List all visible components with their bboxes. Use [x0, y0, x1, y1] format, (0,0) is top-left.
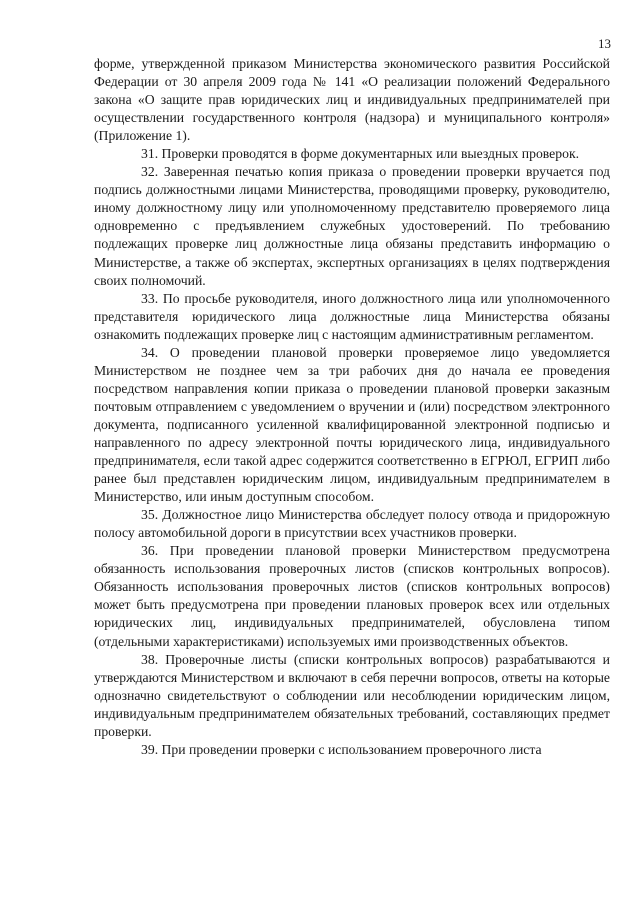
paragraph: 31. Проверки проводятся в форме документарных или выездных проверок. — [141, 146, 580, 162]
paragraph: 35. Должностное лицо Министерства обследует полосу отвода и придорожную полосу автомобильной дороги в присутствии всех участников проверки. — [94, 507, 610, 541]
paragraph: 33. По просьбе руководителя, иного должностного лица или уполномоченного представителя юридического лица должностные лица Министерства обязаны ознакомить подлежащих проверке лиц с настоящим административным регламентом. — [94, 290, 610, 342]
paragraph: 39. При проведении проверки с использованием проверочного листа — [141, 741, 542, 757]
paragraph: 34. О проведении плановой проверки проверяемое лицо уведомляется Министерством не позднее чем за три рабочих дня до начала ее проведения посредством направления копии приказа о проведении плановой проверки заказным почтовым отправлением с уведомлением о вручении и (или) посредством электронного документа, подписанного усиленной квалифицированной электронной подписью и направленного по адресу электронной почты юридического лица, индивидуального предпринимателя, если такой адрес содержится соответственно в ЕГРЮЛ, ЕГРИП либо ранее был представлен юридическим лицом, индивидуальным предпринимателем в Министерство, или иным доступным способом. — [94, 344, 610, 505]
paragraph: 32. Заверенная печатью копия приказа о проведении проверки вручается под подпись должностными лицами Министерства, проводящими проверку, руководителю, иному должностному лицу или уполномоченному представителю проверяемого лица одновременно с предъявлением служебных удостоверений. По требованию подлежащих проверке лиц должностные лица обязаны представить информацию о Министерстве, а также об экспертах, экспертных организациях в целях подтверждения своих полномочий. — [94, 164, 610, 288]
document-body — [94, 55, 610, 759]
page-number: 13 — [598, 36, 611, 51]
paragraph: 38. Проверочные листы (списки контрольных вопросов) разрабатываются и утверждаются Министерством и включают в себя перечни вопросов, ответы на которые однозначно свидетельствуют о соблюдении или несоблюдении юридическим лицом, индивидуальным предпринимателем обязательных требований, составляющих предмет проверки. — [94, 651, 610, 739]
paragraph: 36. При проведении плановой проверки Министерством предусмотрена обязанность использования проверочных листов (списков контрольных вопросов). Обязанность использования проверочных листов (списков контрольных вопросов) может быть предусмотрена при проведении плановых проверок всех или отдельных юридических лиц, индивидуальных предпринимателей, обусловлена типом (отдельными характеристиками) используемых ими производственных объектов. — [94, 543, 610, 649]
paragraph: форме, утвержденной приказом Министерства экономического развития Российской Федерации от 30 апреля 2009 года № 141 «О реализации положений Федерального закона «О защите прав юридических лиц и индивидуальных предпринимателей при осуществлении государственного контроля (надзора) и муниципального контроля» (Приложение 1). — [94, 56, 610, 144]
